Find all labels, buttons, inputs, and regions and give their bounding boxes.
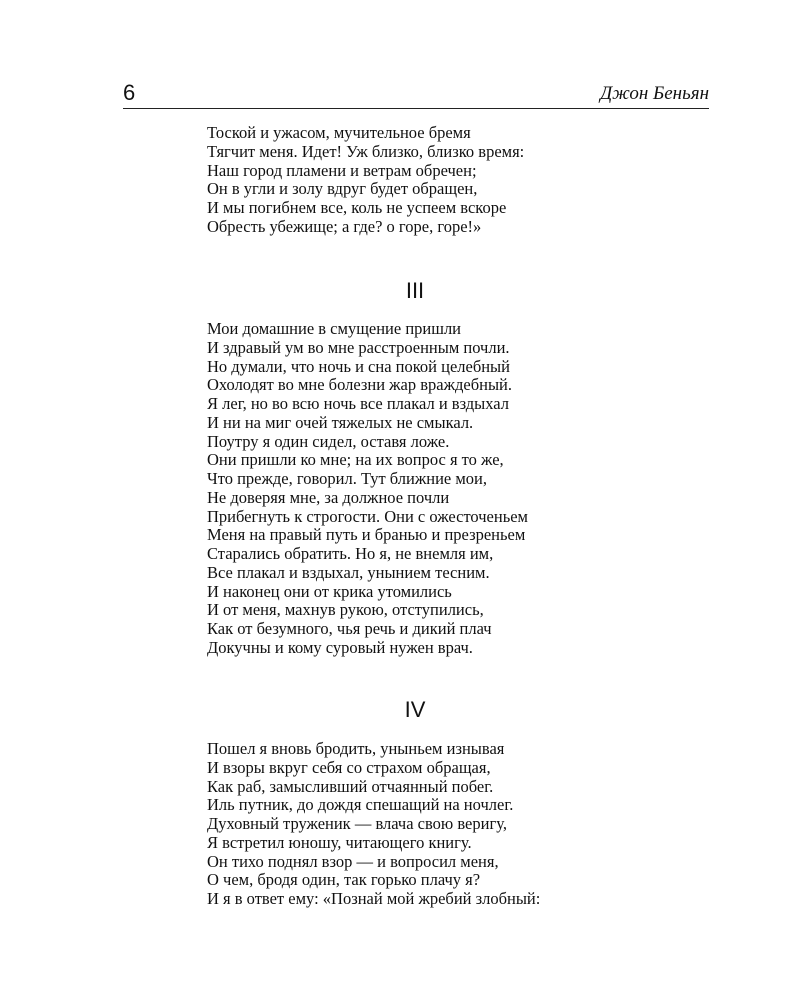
page-number: 6 — [123, 80, 136, 105]
section-heading-3: III — [405, 278, 425, 303]
poem-line: Обресть убежище; а где? о горе, горе!» — [207, 216, 482, 236]
running-head-author: Джон Беньян — [600, 83, 709, 104]
poem-line: Я лег, но во всю ночь все плакал и вздыхал — [207, 394, 510, 413]
poem-line: Прибегнуть к строгости. Они с ожесточеньем — [207, 506, 529, 526]
poem-line: Тоской и ужасом, мучительное бремя — [207, 123, 471, 142]
poem-line: Мои домашние в смущение пришли — [207, 319, 462, 338]
poem-line: И здравый ум во мне расстроенным почли. — [207, 337, 510, 357]
poem-line: Тягчит меня. Идет! Уж близко, близко время: — [207, 141, 525, 161]
poem-line: И от меня, махнув рукою, отступились, — [207, 600, 484, 620]
poem-line: Все плакал и вздыхал, унынием тесним. — [207, 562, 490, 582]
poem-line: Он тихо поднял взор — и вопросил меня, — [207, 851, 499, 871]
section-3-text — [207, 320, 528, 658]
poem-line: Как от безумного, чья речь и дикий плач — [207, 619, 492, 638]
poem-line: Не доверяя мне, за должное почли — [207, 487, 450, 507]
poem-line: И наконец они от крика утомились — [207, 581, 452, 601]
poem-line: Старались обратить. Но я, не внемля им, — [207, 544, 494, 563]
poem-line: Иль путник, до дождя спешащий на ночлег. — [207, 795, 514, 815]
poem-line: Наш город пламени и ветрам обречен; — [207, 160, 477, 180]
poem-line: Докучны и кому суровый нужен врач. — [207, 637, 473, 657]
poem-line: Но думали, что ночь и сна покой целебный — [207, 356, 510, 376]
poem-line: Они пришли ко мне; на их вопрос я то же, — [207, 450, 504, 470]
poem-line: О чем, бродя один, так горько плачу я? — [207, 870, 481, 890]
poem-line: Как раб, замысливший отчаянный побег. — [207, 776, 494, 796]
poem-line: И я в ответ ему: «Познай мой жребий злобный: — [207, 889, 541, 908]
poem-line: Что прежде, говорил. Тут ближние мои, — [207, 469, 488, 488]
section-4-text — [207, 740, 540, 909]
poem-line: Пошел я вновь бродить, уныньем изнывая — [207, 739, 505, 758]
poem-line: И ни на миг очей тяжелых не смыкал. — [207, 412, 474, 432]
poem-line: Я встретил юношу, читающего книгу. — [207, 832, 472, 852]
poem-line: Поутру я один сидел, оставя ложе. — [207, 431, 450, 451]
stanza-1 — [207, 124, 524, 237]
poem-line: И мы погибнем все, коль не успеем вскоре — [207, 198, 507, 217]
poem-line: И взоры вкруг себя со страхом обращая, — [207, 757, 491, 777]
poem-line: Он в угли и золу вдруг будет обращен, — [207, 179, 478, 199]
poem-line: Меня на правый путь и бранью и презреньем — [207, 525, 526, 545]
poem-line: Духовный труженик — влача свою веригу, — [207, 814, 507, 833]
poem-line: Охолодят во мне болезни жар враждебный. — [207, 375, 513, 395]
section-heading-4: IV — [404, 697, 426, 722]
page-header — [123, 80, 709, 109]
